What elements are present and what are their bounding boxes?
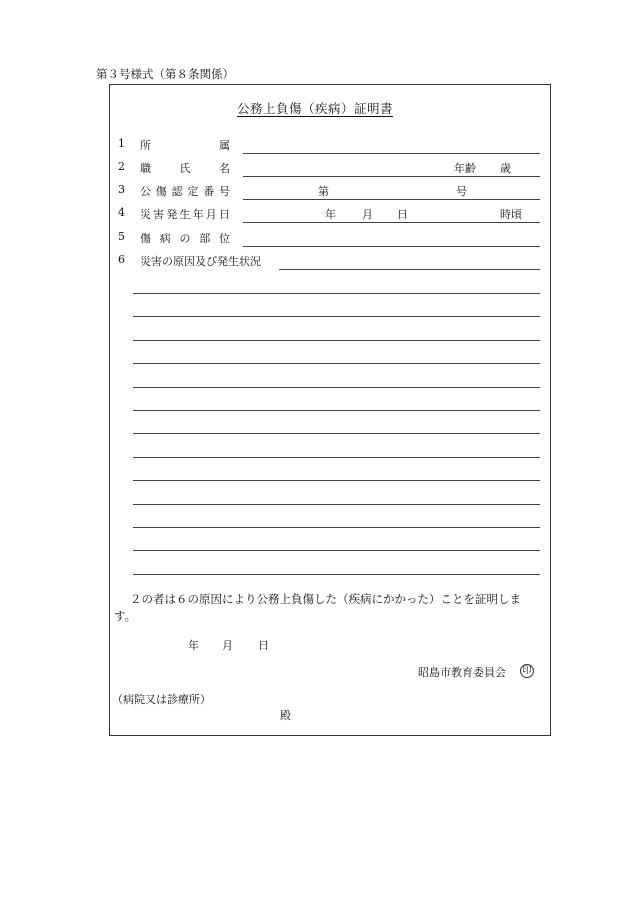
item-label-1-a: 所 [140, 139, 151, 152]
item-label-4-c: 発 [166, 208, 178, 221]
age-label: 年齢 [454, 162, 476, 175]
item-label-4 [140, 206, 230, 222]
item-label-3-c: 認 [171, 185, 183, 198]
item-number-2: 2 [118, 160, 125, 173]
accident-time: 時頃 [500, 208, 522, 221]
issue-year: 年 [188, 639, 199, 652]
item-number-1: 1 [118, 137, 125, 150]
item-label-4-e: 年 [192, 208, 204, 221]
item-label-6: 災害の原因及び発生状況 [140, 255, 261, 268]
item-label-3-a: 公 [140, 185, 151, 198]
cause-line[interactable] [133, 433, 540, 434]
item-number-5: 5 [118, 230, 125, 243]
cause-line[interactable] [133, 457, 540, 458]
item-label-5-d: 部 [199, 232, 211, 245]
item-label-3-d: 定 [187, 185, 199, 198]
seal-mark: 印 [520, 664, 534, 678]
item-label-1 [140, 137, 230, 153]
item-label-3-b: 傷 [155, 185, 167, 198]
cause-line[interactable] [133, 316, 540, 317]
cause-line[interactable] [133, 387, 540, 388]
accident-day: 日 [397, 208, 408, 221]
document-title [0, 99, 630, 117]
item-label-1-b: 属 [219, 139, 230, 152]
item-label-4-b: 害 [153, 208, 165, 221]
cause-line[interactable] [133, 410, 540, 411]
cause-line[interactable] [133, 363, 540, 364]
accident-month: 月 [362, 208, 373, 221]
item-label-5-c: の [179, 232, 191, 245]
item-label-5-a: 傷 [140, 232, 151, 245]
item-label-4-a: 災 [140, 208, 151, 221]
form-number: 第３号様式（第８条関係） [96, 67, 234, 81]
item-label-3-e: 番 [203, 185, 215, 198]
issue-month: 月 [222, 639, 233, 652]
cause-line[interactable] [133, 574, 540, 575]
field-line-affiliation[interactable] [243, 153, 540, 154]
field-line-injury-site[interactable] [243, 246, 540, 247]
item-label-5-b: 病 [159, 232, 171, 245]
issue-day: 日 [258, 639, 269, 652]
cert-number-prefix: 第 [318, 185, 329, 198]
item-label-2 [140, 160, 230, 176]
age-unit: 歳 [500, 162, 511, 175]
item-label-4-g: 日 [218, 208, 230, 221]
item-number-6: 6 [118, 253, 125, 266]
item-label-5 [140, 230, 230, 246]
document-title-text: 公務上負傷（疾病）証明書 [236, 101, 393, 116]
accident-year: 年 [325, 208, 336, 221]
cause-line[interactable] [133, 527, 540, 528]
item-label-2-a: 職 [140, 162, 151, 175]
item-label-4-d: 生 [179, 208, 191, 221]
field-line-accident-date[interactable] [243, 222, 540, 223]
field-line-cert-number[interactable] [243, 199, 540, 200]
item-label-3 [140, 183, 230, 199]
cause-line[interactable] [133, 480, 540, 481]
certify-text-line1: ２の者は６の原因により公務上負傷した（疾病にかかった）ことを証明しま [130, 592, 521, 606]
item-label-5-e: 位 [219, 232, 230, 245]
item-number-4: 4 [118, 206, 125, 219]
item-label-4-f: 月 [205, 208, 217, 221]
cert-number-suffix: 号 [456, 185, 467, 198]
honorific: 殿 [280, 709, 291, 722]
field-line-name[interactable] [243, 176, 540, 177]
issuer-name: 昭島市教育委員会 [418, 666, 506, 679]
cause-line[interactable] [133, 340, 540, 341]
certify-text-line2: す。 [114, 609, 137, 623]
item-number-3: 3 [118, 183, 125, 196]
item-label-2-b: 氏 [179, 162, 191, 175]
cause-line[interactable] [133, 293, 540, 294]
cause-line[interactable] [133, 504, 540, 505]
item-label-3-f: 号 [218, 185, 230, 198]
addressee-label: （病院又は診療所） [112, 693, 211, 706]
item-label-2-c: 名 [219, 162, 230, 175]
cause-line[interactable] [133, 550, 540, 551]
field-line-cause-first[interactable] [279, 269, 540, 270]
